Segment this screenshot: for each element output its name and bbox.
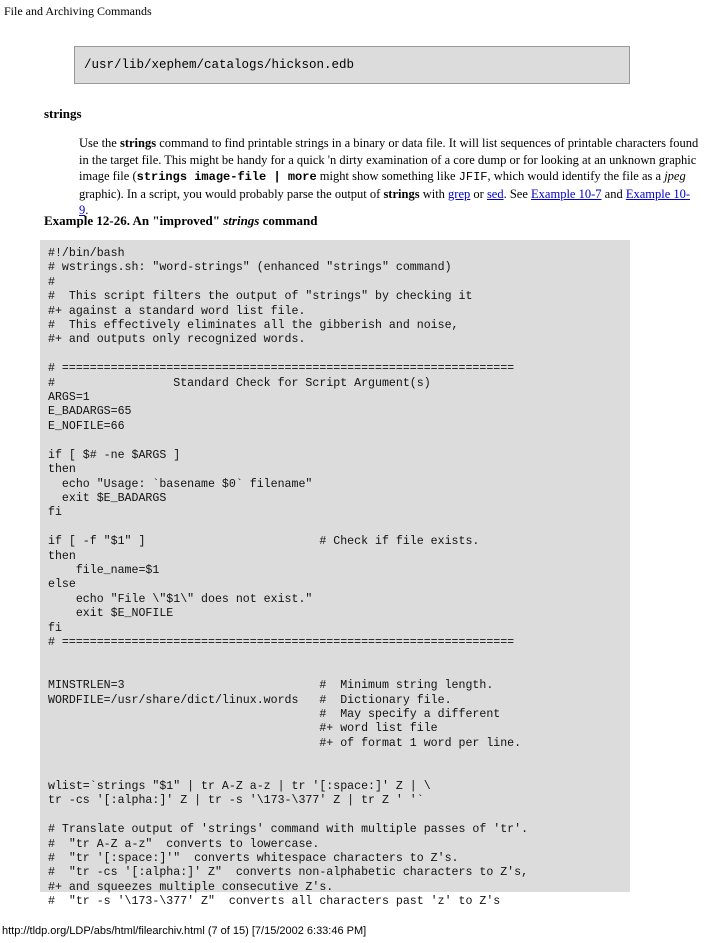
desc-text-9: and (601, 186, 626, 201)
path-code-box (74, 46, 630, 84)
desc-code-jfif: JFIF (458, 170, 488, 184)
strings-description (79, 135, 699, 219)
running-header: File and Archiving Commands (4, 4, 152, 18)
example-code-block (40, 240, 630, 909)
example-title (44, 213, 318, 229)
desc-text-5: graphic). In a script, you would probably parse the output of (79, 186, 384, 201)
desc-emph-jpeg: jpeg (664, 169, 686, 183)
desc-text-10: . (85, 203, 89, 217)
desc-text-2: command to find printable strings in a binary or data file. It will list sequences of printable characters found in the target file. This might be handy for a quick 'n dirty examination of a core dump or for looking at an unknown graphic image file ( (79, 136, 699, 183)
path-code-text: /usr/lib/xephem/catalogs/hickson.edb (84, 58, 355, 72)
desc-cmd-strings: strings (119, 136, 157, 150)
example-title-prefix: Example 12-26. An "improved" (44, 213, 224, 228)
desc-text-8: . See (503, 186, 532, 201)
example-title-suffix: command (259, 213, 318, 228)
desc-text-6: with (419, 186, 449, 201)
desc-cmd-strings-2: strings (383, 186, 420, 201)
example-code-text: #!/bin/bash # wstrings.sh: "word-strings" (enhanced "strings" command) # # This script filters the output of "strings" by checking it #+ against a standard word list file. # This effectively eliminates all the gibberish and noise, #+ and outputs only recognized words. # ================================================================= # Standard Check for Script Argument(s) ARGS=1 E_BADARGS=65 E_NOFILE=66 if [ $# -ne $ARGS ] then echo "Usage: `basename $0` filename" exit $E_BADARGS fi if [ -f "$1" ] # Check if file exists. then file_name=$1 else echo "File \"$1\" does not exist." exit $E_NOFILE fi # ================================================================= MINSTRLEN=3 # Minimum string length. WORDFILE=/usr/share/dict/linux.words # Dictionary file. # May specify a different #+ word list file #+ of format 1 word per line. wlist=`strings "$1" | tr A-Z a-z | tr '[:space:]' Z | \ tr -cs '[:alpha:]' Z | tr -s '\173-\377' Z | tr Z ' '` # Translate output of 'strings' command with multiple passes of 'tr'. # "tr A-Z a-z" converts to lowercase. # "tr '[:space:]'" converts whitespace characters to Z's. # "tr -cs '[:alpha:]' Z" converts non-alphabetic characters to Z's, #+ and squeezes multiple consecutive Z's. # "tr -s '\173-\377' Z" converts all characters past 'z' to Z's (48, 247, 529, 909)
desc-text-7: or (470, 186, 487, 201)
page-footer-url: http://tldp.org/LDP/abs/html/filearchiv.html (7 of 15) [7/15/2002 6:33:46 PM] (2, 925, 367, 937)
link-grep[interactable]: grep (448, 186, 471, 201)
desc-text-1: Use the (79, 136, 120, 150)
link-example-10-9[interactable]: Example 10-9 (79, 186, 691, 217)
link-example-10-7[interactable]: Example 10-7 (531, 186, 602, 201)
desc-text-4: , which would identify the file as a (487, 169, 665, 183)
link-sed[interactable]: sed (486, 186, 504, 201)
section-term-strings: strings (44, 106, 82, 121)
example-title-emph: strings (223, 213, 260, 228)
desc-text-3: might show something like (316, 169, 459, 183)
desc-code-strings-more: strings image-file | more (136, 170, 317, 184)
